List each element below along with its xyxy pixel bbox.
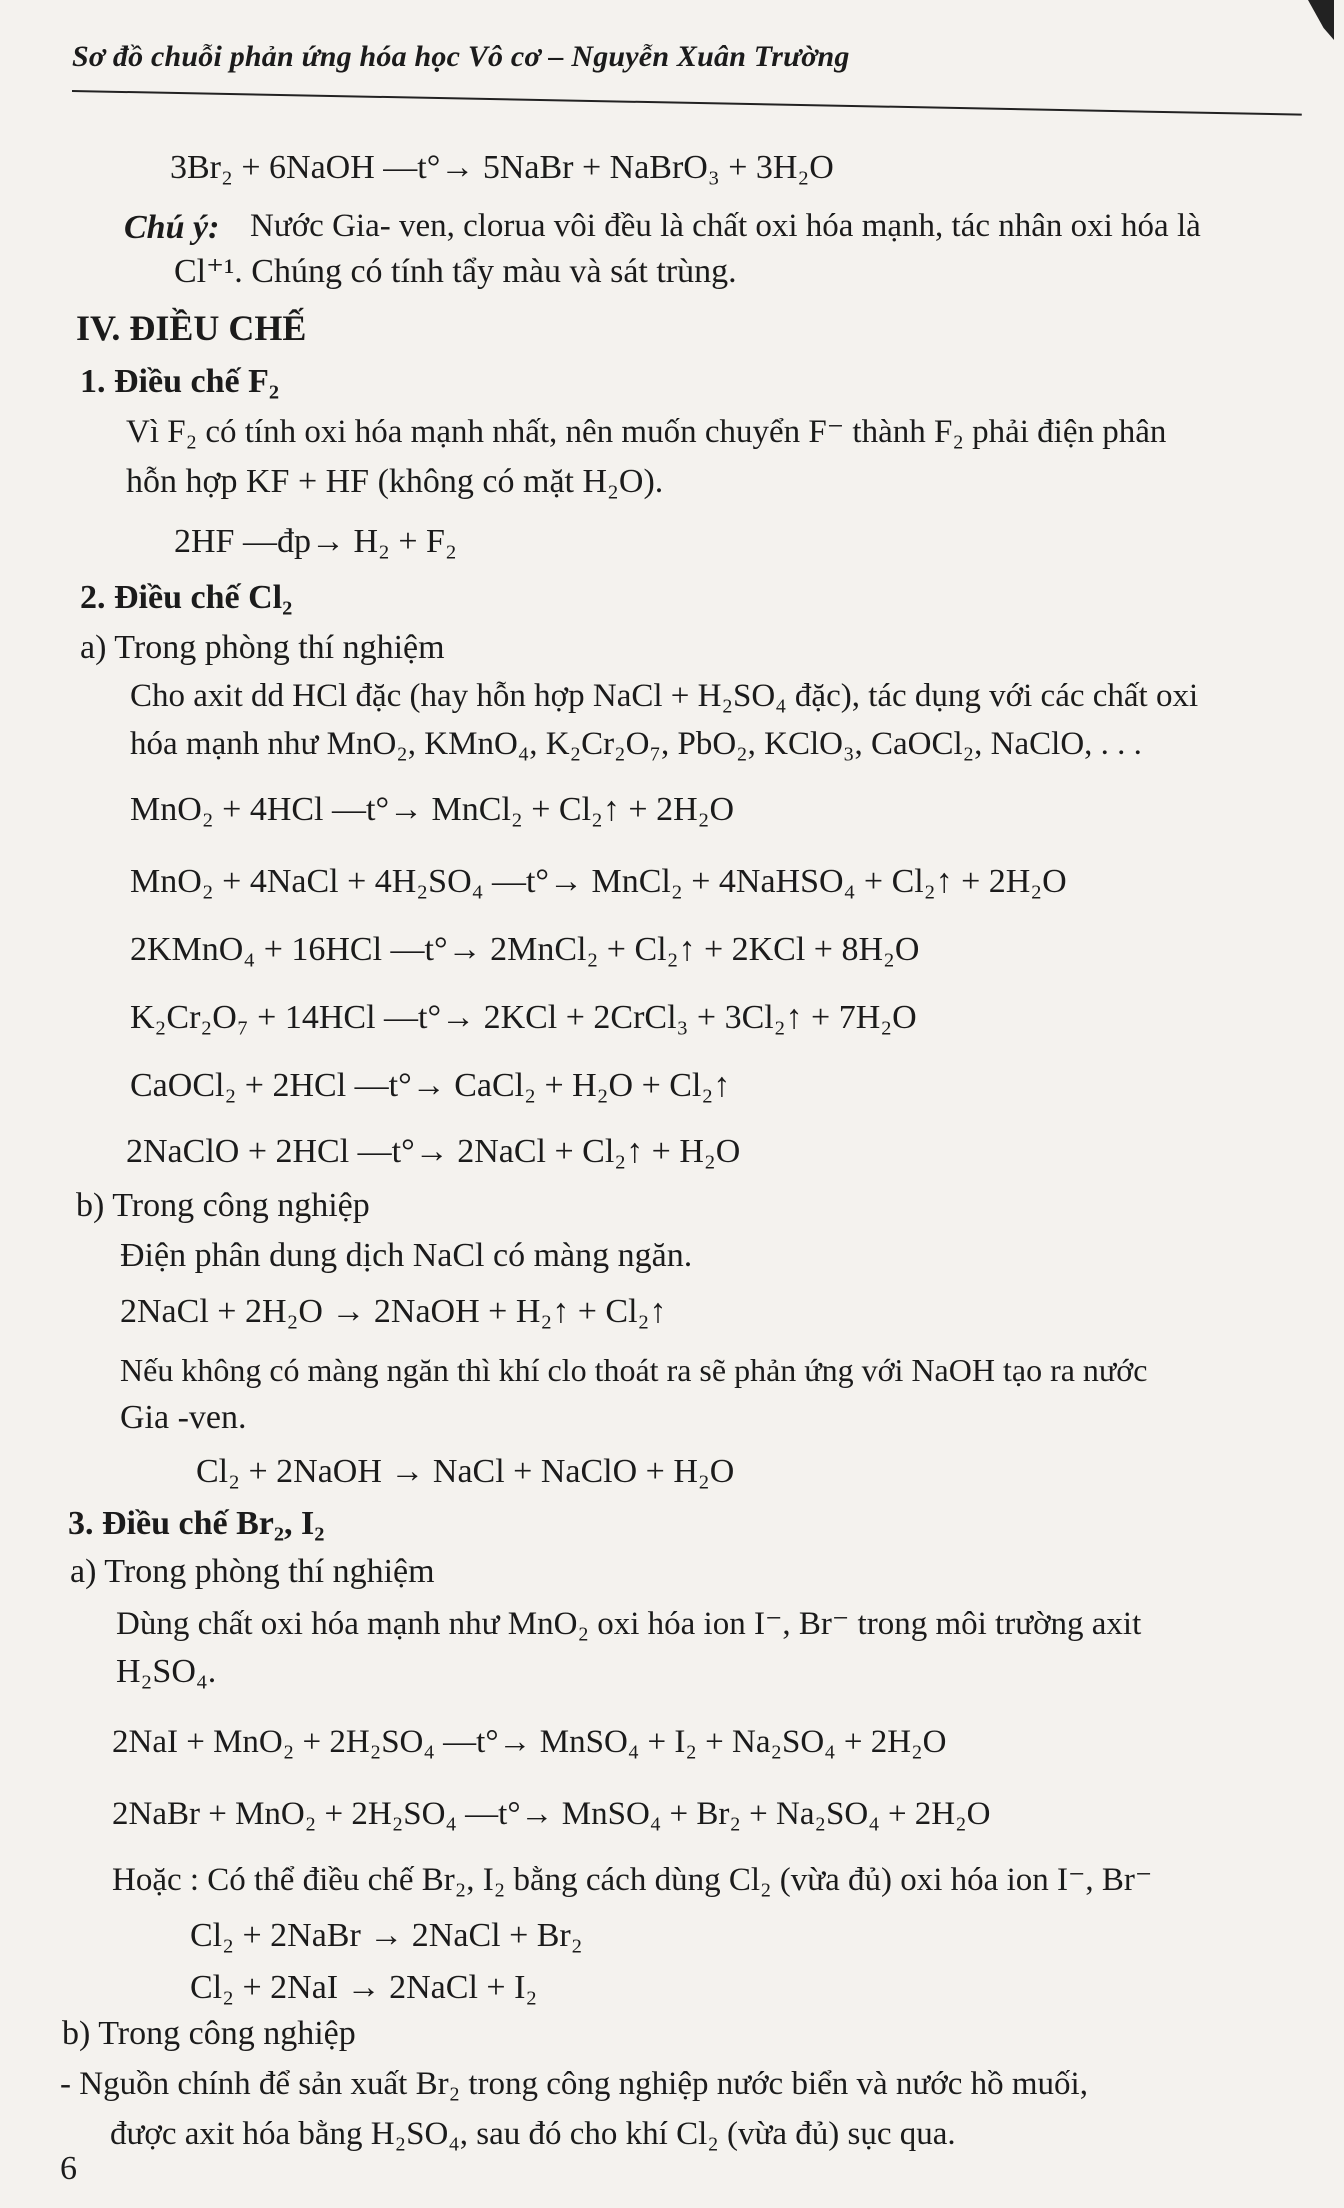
equation-line: 2NaBr + MnO₂ + 2H₂SO₄ —t°→ MnSO₄ + Br₂ + Na₂SO₄ + 2H₂O xyxy=(112,1796,991,1832)
equation-line: Cl₂ + 2NaBr → 2NaCl + Br₂ xyxy=(190,1917,583,1954)
subsection-heading: 1. Điều chế F₂ xyxy=(80,363,280,400)
text-line: - Nguồn chính để sản xuất Br₂ trong công nghiệp nước biển và nước hồ muối, xyxy=(60,2066,1088,2102)
equation-line: 2HF —đp→ H₂ + F₂ xyxy=(174,523,457,560)
equation-line: 2NaClO + 2HCl —t°→ 2NaCl + Cl₂↑ + H₂O xyxy=(126,1133,741,1170)
subheading: a) Trong phòng thí nghiệm xyxy=(70,1553,435,1590)
equation-line: K₂Cr₂O₇ + 14HCl —t°→ 2KCl + 2CrCl₃ + 3Cl₂↑ + 7H₂O xyxy=(130,999,917,1036)
equation-line: Cl₂ + 2NaOH → NaCl + NaClO + H₂O xyxy=(196,1453,735,1490)
equation-line: CaOCl₂ + 2HCl —t°→ CaCl₂ + H₂O + Cl₂↑ xyxy=(130,1067,731,1104)
equation-line: 3Br₂ + 6NaOH —t°→ 5NaBr + NaBrO₃ + 3H₂O xyxy=(170,149,834,186)
text-line: Cl⁺¹. Chúng có tính tẩy màu và sát trùng. xyxy=(174,253,737,290)
equation-line: 2KMnO₄ + 16HCl —t°→ 2MnCl₂ + Cl₂↑ + 2KCl + 8H₂O xyxy=(130,931,920,968)
subsection-heading: 3. Điều chế Br₂, I₂ xyxy=(68,1505,325,1542)
equation-line: MnO₂ + 4NaCl + 4H₂SO₄ —t°→ MnCl₂ + 4NaHSO₄ + Cl₂↑ + 2H₂O xyxy=(130,863,1067,900)
note-label: Chú ý: xyxy=(124,209,220,246)
running-header: Sơ đồ chuỗi phản ứng hóa học Vô cơ – Nguyễn Xuân Trường xyxy=(72,40,850,73)
text-line: Gia -ven. xyxy=(120,1399,247,1436)
note-text: Nước Gia- ven, clorua vôi đều là chất oxi hóa mạnh, tác nhân oxi hóa là xyxy=(250,208,1201,244)
text-line: được axit hóa bằng H₂SO₄, sau đó cho khí Cl₂ (vừa đủ) sục qua. xyxy=(110,2116,956,2152)
text-line: Nếu không có màng ngăn thì khí clo thoát ra sẽ phản ứng với NaOH tạo ra nước xyxy=(120,1352,1148,1388)
subheading: a) Trong phòng thí nghiệm xyxy=(80,629,445,666)
subheading: b) Trong công nghiệp xyxy=(76,1187,370,1224)
page-number: 6 xyxy=(60,2150,77,2187)
text-line: Vì F₂ có tính oxi hóa mạnh nhất, nên muốn chuyển F⁻ thành F₂ phải điện phân xyxy=(126,414,1167,450)
text-line: Dùng chất oxi hóa mạnh như MnO₂ oxi hóa ion I⁻, Br⁻ trong môi trường axit xyxy=(116,1606,1142,1642)
text-line: hóa mạnh như MnO₂, KMnO₄, K₂Cr₂O₇, PbO₂, KClO₃, CaOCl₂, NaClO, . . . xyxy=(130,726,1142,762)
equation-line: 2NaI + MnO₂ + 2H₂SO₄ —t°→ MnSO₄ + I₂ + Na₂SO₄ + 2H₂O xyxy=(112,1724,947,1760)
subheading: b) Trong công nghiệp xyxy=(62,2015,356,2052)
equation-line: 2NaCl + 2H₂O → 2NaOH + H₂↑ + Cl₂↑ xyxy=(120,1293,667,1330)
text-line: Cho axit dd HCl đặc (hay hỗn hợp NaCl + H₂SO₄ đặc), tác dụng với các chất oxi xyxy=(130,678,1199,714)
text-line: Điện phân dung dịch NaCl có màng ngăn. xyxy=(120,1237,693,1274)
section-heading: IV. ĐIỀU CHẾ xyxy=(76,308,307,348)
equation-line: Cl₂ + 2NaI → 2NaCl + I₂ xyxy=(190,1969,538,2006)
text-line: Hoặc : Có thể điều chế Br₂, I₂ bằng cách dùng Cl₂ (vừa đủ) oxi hóa ion I⁻, Br⁻ xyxy=(112,1862,1153,1898)
equation-line: MnO₂ + 4HCl —t°→ MnCl₂ + Cl₂↑ + 2H₂O xyxy=(130,791,735,828)
text-line: hỗn hợp KF + HF (không có mặt H₂O). xyxy=(126,463,664,500)
text-line: H₂SO₄. xyxy=(116,1653,217,1690)
page-corner-mark xyxy=(1308,0,1334,40)
subsection-heading: 2. Điều chế Cl₂ xyxy=(80,579,293,616)
header-rule xyxy=(72,90,1302,116)
